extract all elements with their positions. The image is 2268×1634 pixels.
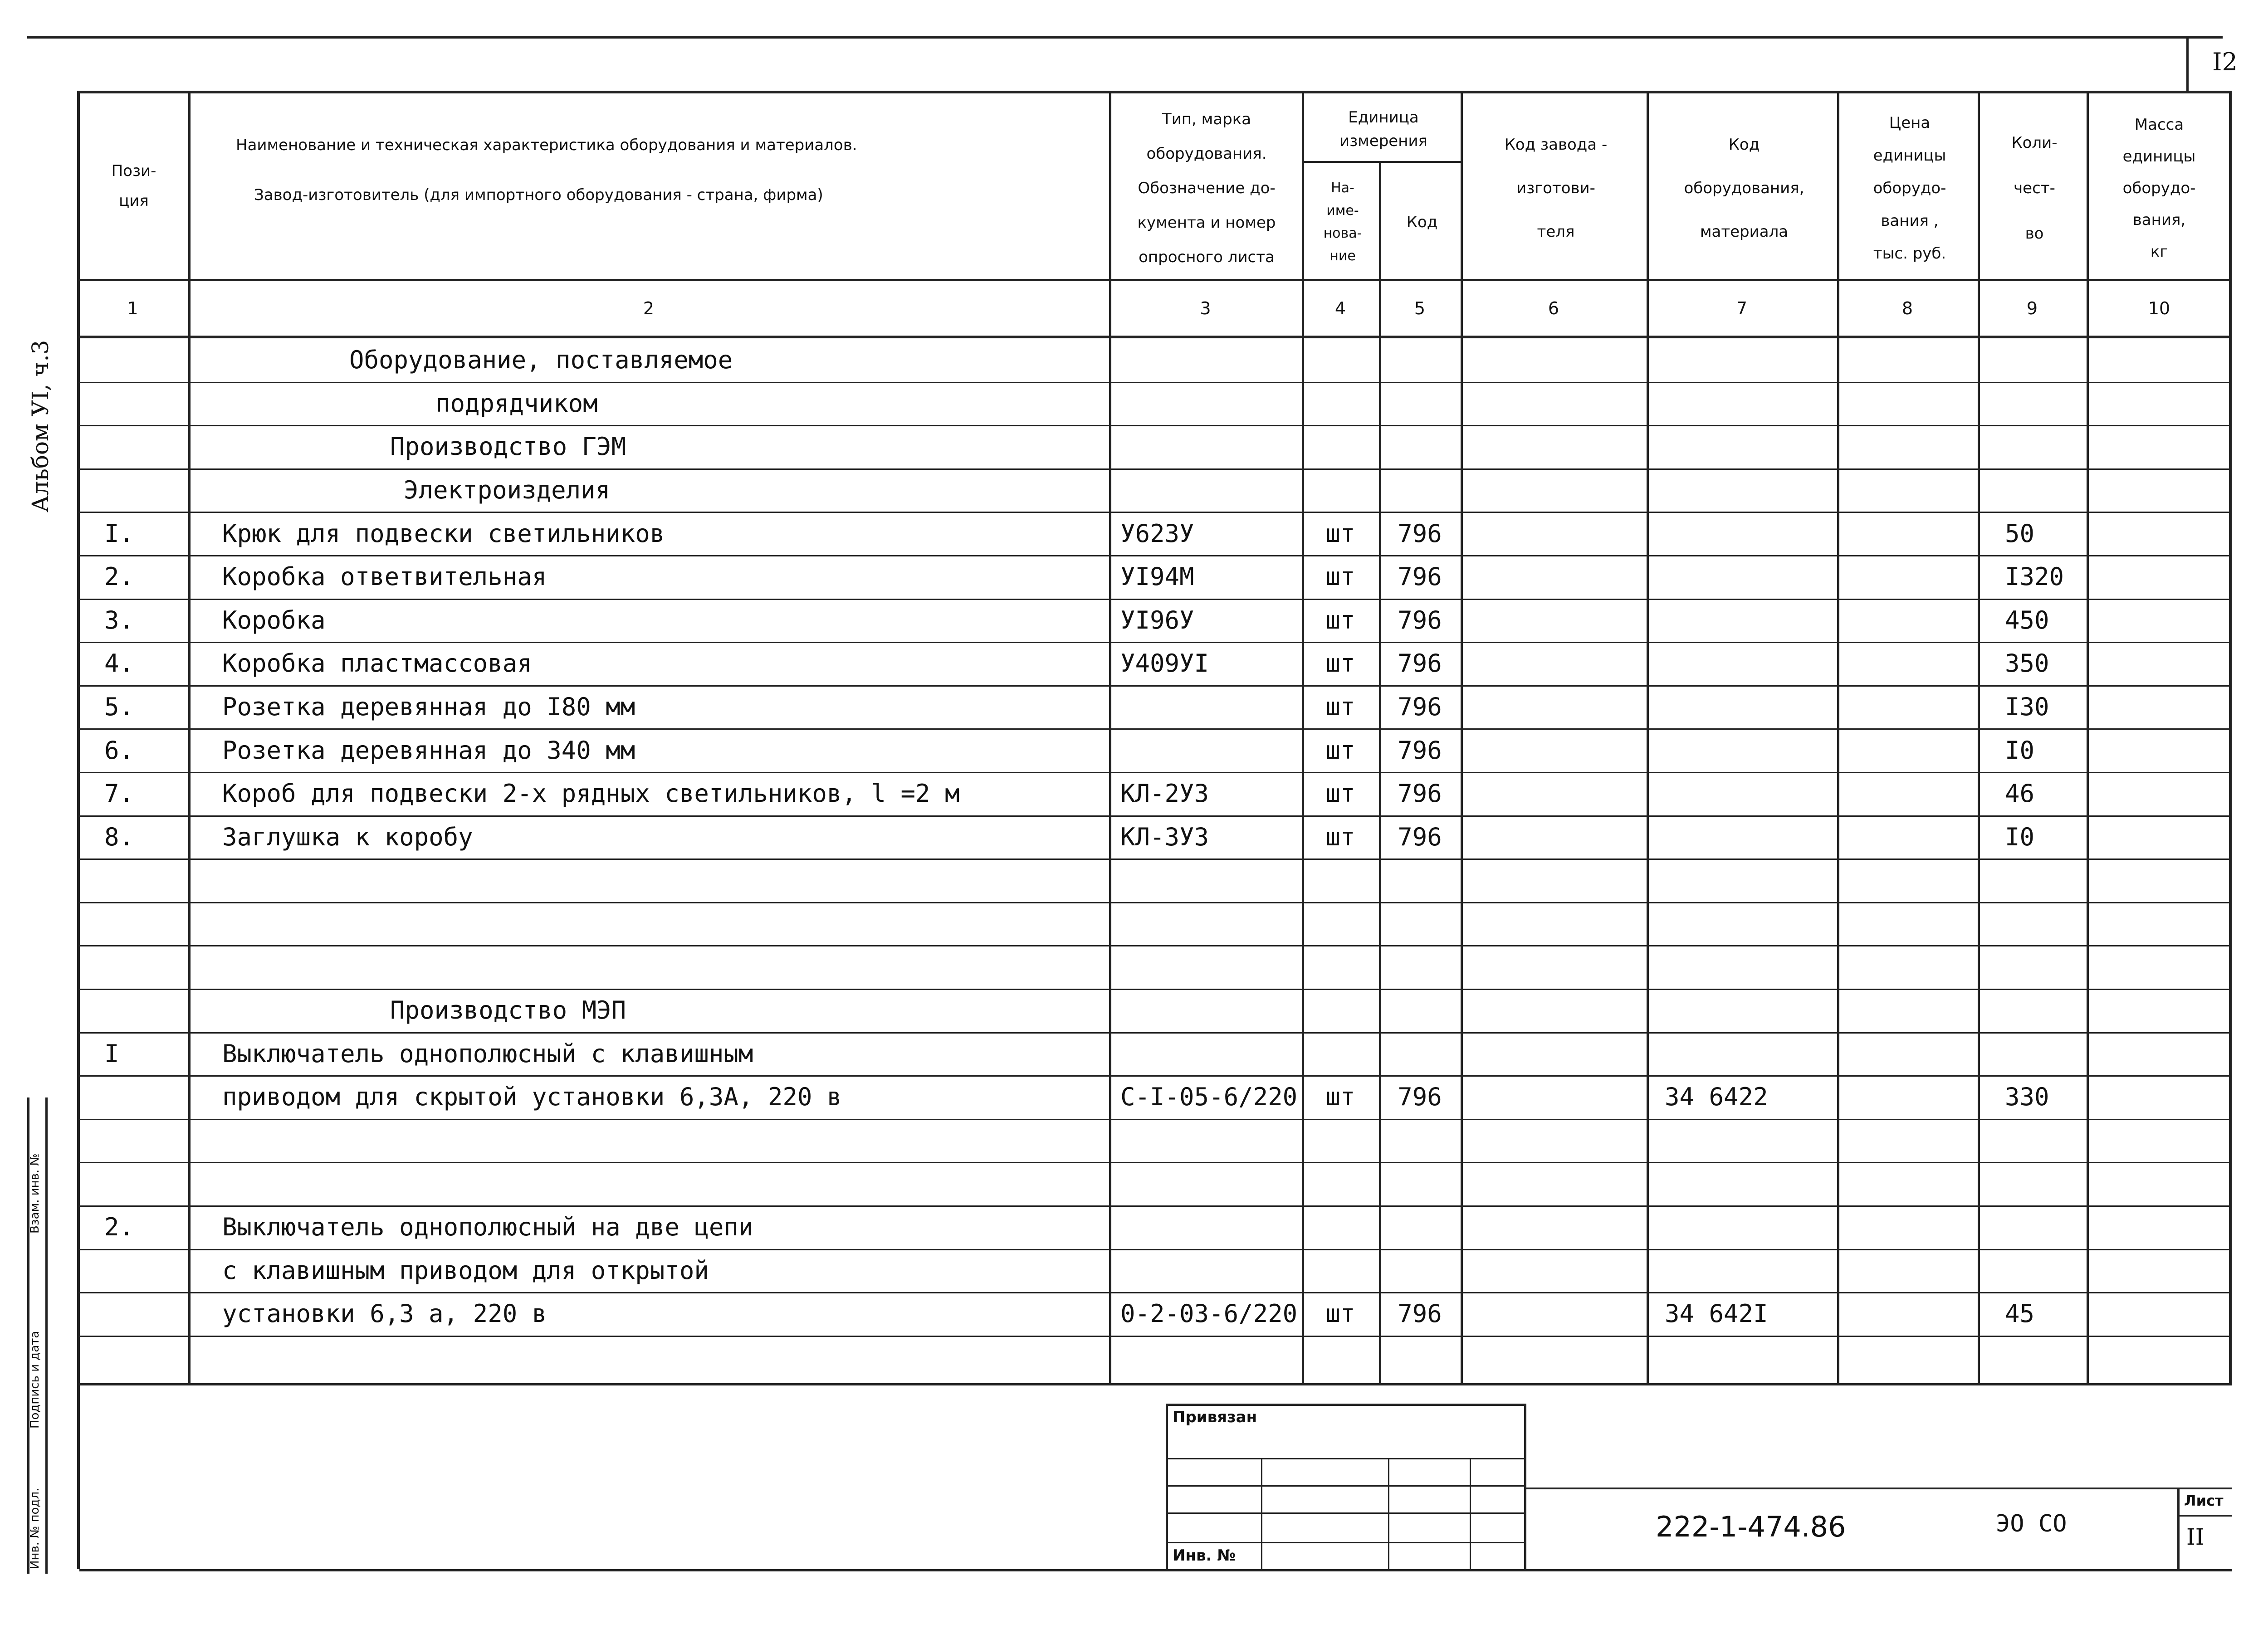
cell-position (104, 1292, 186, 1336)
cell-quantity (2005, 902, 2087, 946)
cell-equipment-code (1665, 1162, 1837, 1205)
cell-type (1120, 468, 1302, 512)
side-stamp-b: Подпись и дата (28, 1331, 42, 1429)
cell-quantity: 45 (2005, 1299, 2035, 1328)
cell-equipment-code (1665, 685, 1837, 729)
cell-equipment-code (1665, 425, 1837, 468)
cell-quantity (2005, 1336, 2087, 1379)
cell-name: Выключатель однополюсный с клавишным (222, 1039, 753, 1068)
sheet-number: II (2186, 1524, 2204, 1550)
cell-position: I (104, 1039, 119, 1068)
side-album-label: Альбом УI, ч.3 (27, 340, 54, 512)
cell-quantity: 350 (2005, 649, 2049, 678)
cell-unit (1302, 858, 1379, 902)
cell-position (104, 1075, 186, 1119)
cell-quantity (2005, 425, 2087, 468)
stamp-bound-label: Привязан (1173, 1408, 1257, 1426)
cell-equipment-code (1665, 599, 1837, 642)
cell-type (1120, 1205, 1302, 1249)
cell-quantity (2005, 1032, 2087, 1076)
cell-equipment-code (1665, 1336, 1837, 1379)
cell-unit-code (1379, 1032, 1461, 1076)
cell-type (1120, 1162, 1302, 1205)
cell-quantity: I320 (2005, 562, 2064, 591)
cell-type (1120, 338, 1302, 382)
cell-unit-code (1379, 1336, 1461, 1379)
cell-unit: шт (1325, 605, 1355, 634)
cell-unit-code: 796 (1398, 1299, 1442, 1328)
cell-equipment-code (1665, 1205, 1837, 1249)
sheet-cell-left (2177, 1488, 2180, 1571)
cell-unit: шт (1325, 736, 1355, 765)
stamp-inv-label: Инв. № (1173, 1546, 1236, 1565)
cell-type (1120, 1336, 1302, 1379)
cell-name: Коробка (222, 605, 326, 634)
cell-name (222, 1119, 1100, 1162)
cell-name: Розетка деревянная до I80 мм (222, 693, 635, 722)
cell-equipment-code (1665, 945, 1837, 989)
cell-position (104, 382, 186, 425)
page-bottom-line (79, 1569, 2232, 1571)
cell-unit: шт (1325, 519, 1355, 548)
cell-equipment-code (1665, 382, 1837, 425)
cell-unit-code (1379, 382, 1461, 425)
cell-type (1120, 1119, 1302, 1162)
cell-equipment-code (1665, 642, 1837, 685)
column-number-2: 2 (643, 298, 655, 318)
cell-unit (1302, 1249, 1379, 1293)
cell-quantity (2005, 1249, 2087, 1293)
cell-unit (1302, 1336, 1379, 1379)
cell-type: КЛ-3УЗ (1120, 822, 1209, 851)
cell-name: Оборудование, поставляемое (349, 346, 733, 375)
cell-name: Выключатель однополюсный на две цепи (222, 1213, 753, 1242)
cell-equipment-code (1665, 728, 1837, 772)
cell-unit (1302, 338, 1379, 382)
cell-position (104, 338, 186, 382)
cell-position: 3. (104, 605, 134, 634)
cell-type: У409УI (1120, 649, 1209, 678)
cell-type (1120, 1249, 1302, 1293)
cell-equipment-code (1665, 1249, 1837, 1293)
cell-name (222, 858, 1100, 902)
cell-unit (1302, 989, 1379, 1032)
cell-position (104, 989, 186, 1032)
side-stamp-a: Взам. инв. № (28, 1153, 42, 1234)
header-type: Тип, марка оборудования. Обозначение до- кумента и номер опросного листа (1137, 110, 1276, 266)
header-name-line2: Завод-изготовитель (для импортного оборудования - страна, фирма) (254, 186, 823, 204)
cell-type: КЛ-2УЗ (1120, 779, 1209, 808)
cell-unit-code: 796 (1398, 822, 1442, 851)
header-unit-group: Единица измерения (1339, 108, 1428, 150)
cell-unit-code (1379, 902, 1461, 946)
side-stamp-mid (45, 1097, 48, 1574)
cell-unit: шт (1325, 822, 1355, 851)
cell-position: 6. (104, 736, 134, 765)
cell-unit-code: 796 (1398, 562, 1442, 591)
unit-split-line (1304, 161, 1461, 163)
column-number-10: 10 (2148, 298, 2170, 318)
cell-unit-code (1379, 945, 1461, 989)
cell-position (104, 468, 186, 512)
cell-position (104, 425, 186, 468)
cell-type (1120, 1032, 1302, 1076)
cell-position (104, 1249, 186, 1293)
stamp-top (1166, 1404, 1524, 1406)
header-bottom-line (77, 279, 2232, 281)
cell-unit (1302, 1032, 1379, 1076)
cell-equipment-code (1665, 338, 1837, 382)
cell-name: Коробка ответвительная (222, 562, 547, 591)
column-number-4: 4 (1334, 298, 1346, 318)
cell-equipment-code (1665, 1032, 1837, 1076)
side-stamp-c: Инв. № подл. (28, 1488, 42, 1569)
cell-unit (1302, 1162, 1379, 1205)
cell-position (104, 902, 186, 946)
cell-position: 5. (104, 693, 134, 722)
cell-name: Производство ГЭМ (390, 432, 626, 461)
column-number-9: 9 (2026, 298, 2038, 318)
cell-unit-code (1379, 1249, 1461, 1293)
header-unit-name: На- име- нова- ние (1323, 180, 1362, 264)
cell-unit (1302, 1205, 1379, 1249)
cell-quantity (2005, 989, 2087, 1032)
cell-position (104, 945, 186, 989)
cell-quantity (2005, 1119, 2087, 1162)
document-code: 222-1-474.86 (1656, 1510, 1846, 1543)
cell-equipment-code (1665, 989, 1837, 1032)
cell-position (104, 1119, 186, 1162)
column-number-6: 6 (1548, 298, 1559, 318)
cell-unit: шт (1325, 649, 1355, 678)
header-mass: Масса единицы оборудо- вания, кг (2122, 116, 2196, 261)
cell-equipment-code (1665, 512, 1837, 555)
stamp-main-top (1524, 1488, 2232, 1489)
cell-type (1120, 382, 1302, 425)
cell-name: Производство МЭП (390, 996, 626, 1025)
header-price: Цена единицы оборудо- вания , тыс. руб. (1873, 114, 1946, 263)
cell-type: УI94М (1120, 562, 1194, 591)
cell-equipment-code: 34 642I (1665, 1299, 1768, 1328)
header-unit-code: Код (1406, 213, 1438, 231)
cell-quantity: I0 (2005, 736, 2035, 765)
cell-unit-code: 796 (1398, 649, 1442, 678)
cell-quantity (2005, 468, 2087, 512)
sheet-number-top: I2 (2212, 48, 2238, 76)
cell-name: приводом для скрытой установки 6,3А, 220 в (222, 1083, 842, 1112)
cell-name: подрядчиком (435, 389, 598, 418)
cell-unit-code: 796 (1398, 736, 1442, 765)
column-number-8: 8 (1901, 298, 1913, 318)
top-border (27, 36, 2223, 39)
cell-quantity: I0 (2005, 822, 2035, 851)
column-number-7: 7 (1736, 298, 1748, 318)
cell-name: с клавишным приводом для открытой (222, 1256, 709, 1285)
sheet-box-left (2186, 36, 2189, 91)
column-number-1: 1 (127, 298, 138, 318)
cell-unit-code: 796 (1398, 779, 1442, 808)
cell-unit-code (1379, 858, 1461, 902)
cell-quantity: 46 (2005, 779, 2035, 808)
cell-equipment-code (1665, 468, 1837, 512)
cell-type: С-I-05-6/220 (1120, 1083, 1298, 1112)
cell-unit (1302, 425, 1379, 468)
cell-position: 4. (104, 649, 134, 678)
cell-type (1120, 858, 1302, 902)
cell-type (1120, 945, 1302, 989)
cell-position (104, 858, 186, 902)
cell-position: 7. (104, 779, 134, 808)
cell-type: 0-2-03-6/220 (1120, 1299, 1298, 1328)
cell-unit: шт (1325, 562, 1355, 591)
cell-type (1120, 989, 1302, 1032)
cell-quantity (2005, 858, 2087, 902)
cell-unit-code (1379, 338, 1461, 382)
cell-quantity (2005, 1162, 2087, 1205)
header-quantity: Коли- чест- во (2011, 134, 2058, 243)
cell-quantity (2005, 382, 2087, 425)
header-name-line1: Наименование и техническая характеристика оборудования и материалов. (236, 136, 857, 154)
cell-unit-code: 796 (1398, 519, 1442, 548)
cell-unit-code (1379, 468, 1461, 512)
cell-quantity: 50 (2005, 519, 2035, 548)
cell-position (104, 1336, 186, 1379)
cell-name: Розетка деревянная до 340 мм (222, 736, 635, 765)
cell-unit-code: 796 (1398, 605, 1442, 634)
cell-equipment-code (1665, 555, 1837, 599)
cell-name (222, 902, 1100, 946)
cell-position: I. (104, 519, 134, 548)
cell-name: Электроизделия (404, 476, 611, 505)
cell-name (222, 1162, 1100, 1205)
header-position: Пози- ция (111, 162, 156, 210)
cell-equipment-code (1665, 1119, 1837, 1162)
cell-type (1120, 685, 1302, 729)
header-factory-code: Код завода - изготови- теля (1504, 136, 1608, 241)
cell-type (1120, 425, 1302, 468)
cell-unit-code (1379, 1205, 1461, 1249)
cell-position: 8. (104, 822, 134, 851)
cell-name: установки 6,3 а, 220 в (222, 1299, 547, 1328)
cell-equipment-code (1665, 772, 1837, 815)
cell-unit-code (1379, 1162, 1461, 1205)
cell-type: УI96У (1120, 605, 1194, 634)
cell-unit: шт (1325, 1299, 1355, 1328)
cell-unit (1302, 468, 1379, 512)
cell-unit-code (1379, 425, 1461, 468)
cell-name: Короб для подвески 2-х рядных светильников, l =2 м (222, 779, 960, 808)
cell-type: У623У (1120, 519, 1194, 548)
cell-quantity (2005, 945, 2087, 989)
cell-name (222, 1336, 1100, 1379)
cell-unit-code (1379, 989, 1461, 1032)
cell-name: Коробка пластмассовая (222, 649, 532, 678)
document-series: ЭО СО (1996, 1510, 2067, 1537)
cell-equipment-code (1665, 815, 1837, 859)
cell-type (1120, 902, 1302, 946)
cell-equipment-code (1665, 902, 1837, 946)
cell-name: Заглушка к коробу (222, 822, 473, 851)
stamp-left (1166, 1404, 1168, 1571)
cell-unit (1302, 1119, 1379, 1162)
cell-position (104, 1162, 186, 1205)
column-number-3: 3 (1200, 298, 1211, 318)
cell-unit: шт (1325, 693, 1355, 722)
cell-unit (1302, 382, 1379, 425)
cell-position: 2. (104, 562, 134, 591)
cell-unit-code (1379, 1119, 1461, 1162)
column-number-5: 5 (1414, 298, 1426, 318)
cell-quantity: 330 (2005, 1083, 2049, 1112)
table-bottom-line (79, 1383, 2232, 1385)
header-equipment-code: Код оборудования, материала (1684, 136, 1804, 241)
cell-equipment-code (1665, 858, 1837, 902)
cell-name (222, 945, 1100, 989)
cell-unit: шт (1325, 779, 1355, 808)
cell-equipment-code: 34 6422 (1665, 1083, 1768, 1112)
cell-unit-code: 796 (1398, 693, 1442, 722)
cell-unit (1302, 902, 1379, 946)
cell-quantity (2005, 338, 2087, 382)
cell-name: Крюк для подвески светильников (222, 519, 665, 548)
sheet-label: Лист (2184, 1492, 2224, 1509)
cell-quantity: 450 (2005, 605, 2049, 634)
cell-unit-code: 796 (1398, 1083, 1442, 1112)
cell-unit: шт (1325, 1083, 1355, 1112)
cell-position: 2. (104, 1213, 134, 1242)
cell-unit (1302, 945, 1379, 989)
cell-type (1120, 728, 1302, 772)
cell-quantity: I30 (2005, 693, 2049, 722)
cell-quantity (2005, 1205, 2087, 1249)
